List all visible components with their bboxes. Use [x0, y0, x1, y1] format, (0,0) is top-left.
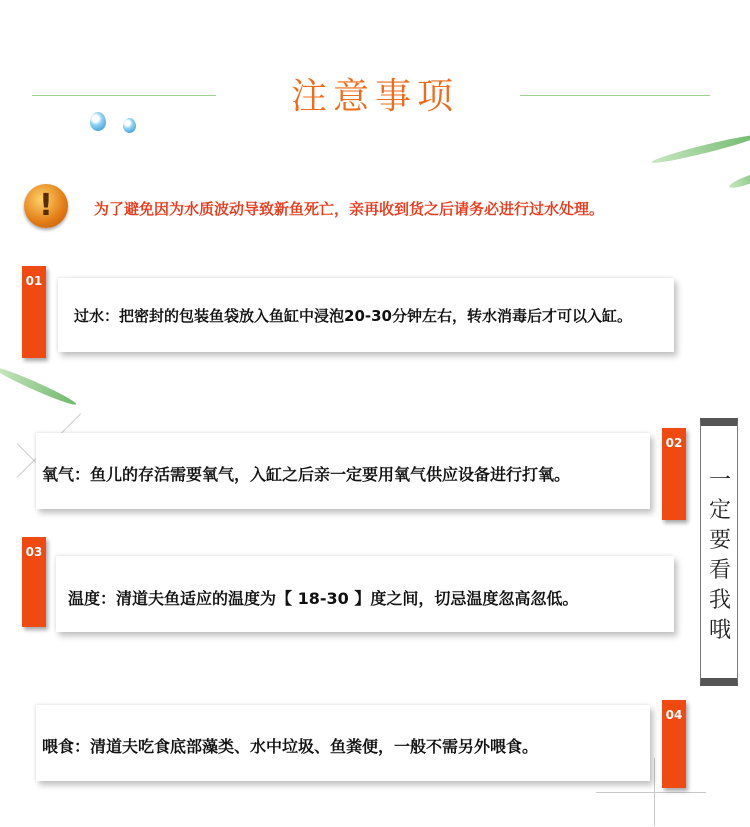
notice-number-badge: [22, 266, 46, 358]
water-drop-icon: [123, 118, 136, 133]
notice-number-4: 04: [665, 708, 683, 722]
leaf-decoration: [651, 132, 750, 166]
decorative-line: [596, 792, 706, 793]
side-banner: [700, 418, 738, 686]
notice-text-1: 过水：把密封的包装鱼袋放入鱼缸中浸泡20-30分钟左右，转水消毒后才可以入缸。: [74, 307, 632, 325]
notice-card-2: [36, 433, 650, 509]
decorative-line: [654, 758, 655, 826]
notice-number-badge: [662, 700, 686, 788]
leaf-decoration: [728, 169, 750, 190]
notice-number-badge: [22, 537, 46, 627]
warning-icon: !: [24, 184, 68, 228]
notice-number-3: 03: [25, 545, 43, 559]
notice-text-3: 温度：清道夫鱼适应的温度为【 18-30 】度之间，切忌温度忽高忽低。: [68, 589, 579, 608]
notice-text-4: 喂食：清道夫吃食底部藻类、水中垃圾、鱼粪便，一般不需另外喂食。: [42, 737, 539, 756]
warning-text: 为了避免因为水质波动导致新鱼死亡，亲再收到货之后请务必进行过水处理。: [94, 200, 605, 218]
notice-number-1: 01: [25, 274, 43, 288]
side-banner-text: 一定要看我哦: [708, 468, 731, 643]
notice-number-2: 02: [665, 436, 683, 450]
page-title: 注意事项: [290, 76, 459, 117]
notice-card-3: [56, 556, 674, 632]
notice-text-2: 氧气：鱼儿的存活需要氧气，入缸之后亲一定要用氧气供应设备进行打氧。: [42, 465, 571, 484]
notice-number-badge: [662, 428, 686, 520]
notice-card-1: [58, 278, 674, 352]
leaf-decoration: [0, 364, 78, 408]
notice-card-4: [36, 705, 650, 781]
